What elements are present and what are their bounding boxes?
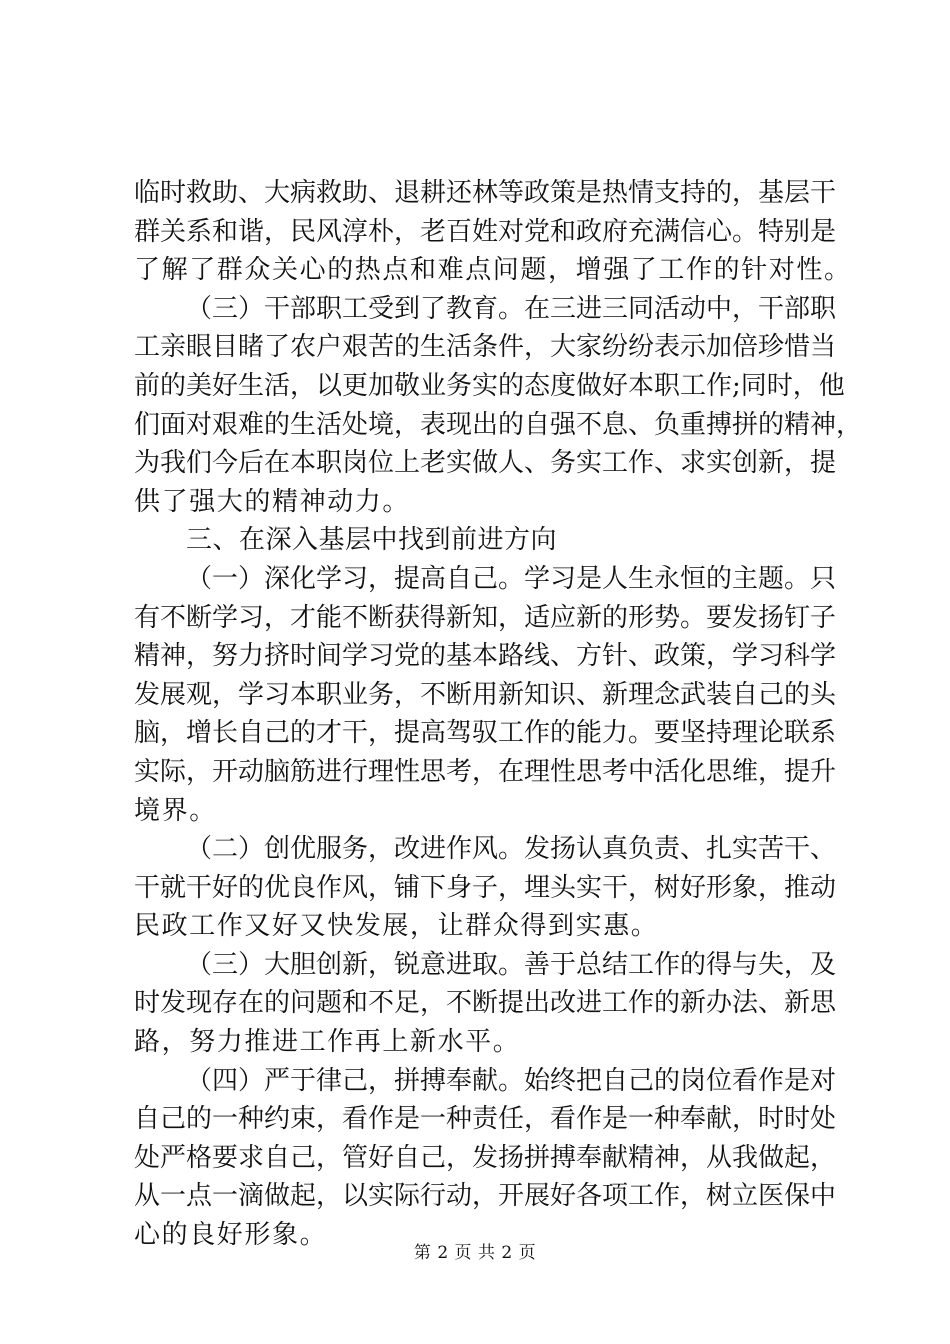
paragraph-line: （三）干部职工受到了教育。在三进三同活动中，干部职 xyxy=(186,293,837,324)
page-number-footer: 第 2 页 共 2 页 xyxy=(413,1243,537,1263)
paragraph-line: （三）大胆创新，锐意进取。善于总结工作的得与失，及 xyxy=(186,949,837,980)
paragraph-line: 发展观，学习本职业务，不断用新知识、新理念武装自己的头 xyxy=(134,679,837,710)
document-body xyxy=(134,174,863,1255)
paragraph-line: 民政工作又好又快发展，让群众得到实惠。 xyxy=(134,911,659,942)
paragraph-line: 干就干好的优良作风，铺下身子，埋头实干，树好形象，推动 xyxy=(134,872,837,903)
paragraph-line: （二）创优服务，改进作风。发扬认真负责、扎实苦干、 xyxy=(186,834,837,865)
paragraph-line: 精神，努力挤时间学习党的基本路线、方针、政策，学习科学 xyxy=(134,641,837,672)
paragraph-line: 为我们今后在本职岗位上老实做人、务实工作、求实创新，提 xyxy=(134,448,837,479)
paragraph-line: 临时救助、大病救助、退耕还林等政策是热情支持的，基层干 xyxy=(134,178,837,208)
paragraph-line: 从一点一滴做起，以实际行动，开展好各项工作，树立医保中 xyxy=(134,1181,837,1212)
section-heading: 三、在深入基层中找到前进方向 xyxy=(186,525,558,556)
paragraph-line: 路，努力推进工作再上新水平。 xyxy=(134,1027,521,1058)
paragraph-line: 心的良好形象。 xyxy=(134,1220,328,1251)
paragraph-line: 自己的一种约束，看作是一种责任，看作是一种奉献，时时处 xyxy=(134,1104,837,1135)
paragraph-line: 供了强大的精神动力。 xyxy=(134,486,411,517)
paragraph-line: 群关系和谐，民风淳朴，老百姓对党和政府充满信心。特别是 xyxy=(134,216,837,247)
paragraph-line: 实际，开动脑筋进行理性思考，在理性思考中活化思维，提升 xyxy=(134,756,837,787)
paragraph-line: 处严格要求自己，管好自己，发扬拼搏奉献精神，从我做起， xyxy=(134,1142,837,1173)
paragraph-line: 时发现存在的问题和不足，不断提出改进工作的新办法、新思 xyxy=(134,988,837,1019)
paragraph-line: （四）严于律己，拼搏奉献。始终把自己的岗位看作是对 xyxy=(186,1065,837,1096)
paragraph-line: 脑，增长自己的才干，提高驾驭工作的能力。要坚持理论联系 xyxy=(134,718,837,749)
paragraph-line: 工亲眼目睹了农户艰苦的生活条件，大家纷纷表示加倍珍惜当 xyxy=(134,332,837,363)
paragraph-line: （一）深化学习，提高自己。学习是人生永恒的主题。只 xyxy=(186,563,837,594)
paragraph-line: 有不断学习，才能不断获得新知，适应新的形势。要发扬钉子 xyxy=(134,602,837,633)
paragraph-line: 境界。 xyxy=(134,795,217,826)
paragraph-line: 们面对艰难的生活处境，表现出的自强不息、负重搏拼的精神， xyxy=(134,409,863,440)
paragraph-line: 前的美好生活，以更加敬业务实的态度做好本职工作;同时，他 xyxy=(134,370,845,401)
paragraph-line: 了解了群众关心的热点和难点问题，增强了工作的针对性。 xyxy=(134,255,852,286)
